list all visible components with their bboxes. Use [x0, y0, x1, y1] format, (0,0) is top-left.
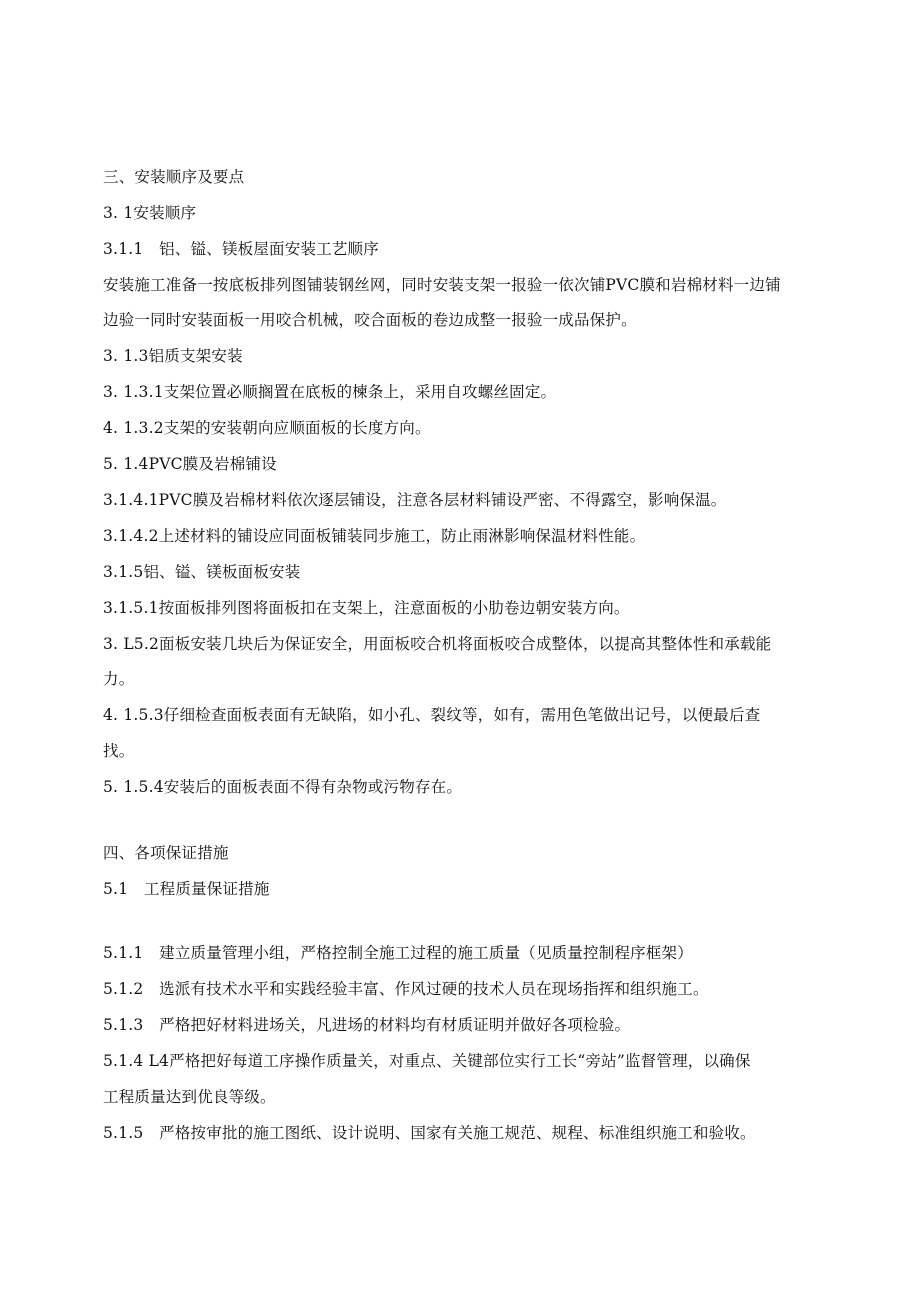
- paragraph-line: 安装施工准备一按底板排列图铺装钢丝网，同时安装支架一报验一依次铺PVC膜和岩棉材料一边铺: [103, 276, 781, 294]
- paragraph-line: 3.1.4.1PVC膜及岩棉材料依次逐层铺设，注意各层材料铺设严密、不得露空，影响保温。: [103, 491, 727, 509]
- paragraph-line: 5.1.3 严格把好材料进场关，凡进场的材料均有材质证明并做好各项检验。: [103, 1016, 631, 1034]
- paragraph-line: 4. 1.3.2支架的安装朝向应顺面板的长度方向。: [103, 419, 431, 437]
- paragraph-line: 5.1.4 L4严格把好每道工序操作质量关，对重点、关键部位实行工长“旁站”监督管理，以确保: [103, 1052, 751, 1070]
- subsection-heading: 3.1.5铝、镒、镁板面板安装: [103, 563, 301, 581]
- subsection-heading: 3. 1安装顺序: [103, 204, 197, 222]
- subsection-heading: 3.1.1 铝、镒、镁板屋面安装工艺顺序: [103, 240, 379, 258]
- paragraph-line: 3. L5.2面板安装几块后为保证安全，用面板咬合机将面板咬合成整体，以提高其整体性和承载能: [103, 635, 772, 653]
- paragraph-line: 5.1.5 严格按审批的施工图纸、设计说明、国家有关施工规范、规程、标准组织施工和验收。: [103, 1124, 756, 1142]
- paragraph-line: 工程质量达到优良等级。: [103, 1088, 276, 1106]
- paragraph-line: 力。: [103, 670, 135, 688]
- paragraph-line: 5.1.1 建立质量管理小组，严格控制全施工过程的施工质量（见质量控制程序框架）: [103, 944, 693, 962]
- section-heading-guarantee: 四、各项保证措施: [103, 844, 229, 862]
- paragraph-line: 找。: [103, 742, 135, 760]
- subsection-heading: 5.1 工程质量保证措施: [103, 880, 270, 898]
- subsection-heading: 5. 1.4PVC膜及岩棉铺设: [103, 455, 277, 473]
- paragraph-line: 3.1.5.1按面板排列图将面板扣在支架上，注意面板的小肋卷边朝安装方向。: [103, 599, 630, 617]
- paragraph-line: 边验一同时安装面板一用咬合机械，咬合面板的卷边成整一报验一成品保护。: [103, 311, 637, 329]
- paragraph-line: 4. 1.5.3仔细检查面板表面有无缺陷，如小孔、裂纹等，如有，需用色笔做出记号，以便最后查: [103, 706, 761, 724]
- paragraph-line: 5.1.2 选派有技术水平和实践经验丰富、作风过硬的技术人员在现场指挥和组织施工。: [103, 980, 709, 998]
- paragraph-line: 3. 1.3.1支架位置必顺搁置在底板的楝条上，采用自攻螺丝固定。: [103, 383, 557, 401]
- paragraph-line: 3.1.4.2上述材料的铺设应同面板铺装同步施工，防止雨淋影响保温材料性能。: [103, 527, 646, 545]
- section-heading-installation: 三、安装顺序及要点: [103, 168, 245, 186]
- subsection-heading: 3. 1.3铝质支架安装: [103, 347, 243, 365]
- paragraph-line: 5. 1.5.4安装后的面板表面不得有杂物或污物存在。: [103, 778, 463, 796]
